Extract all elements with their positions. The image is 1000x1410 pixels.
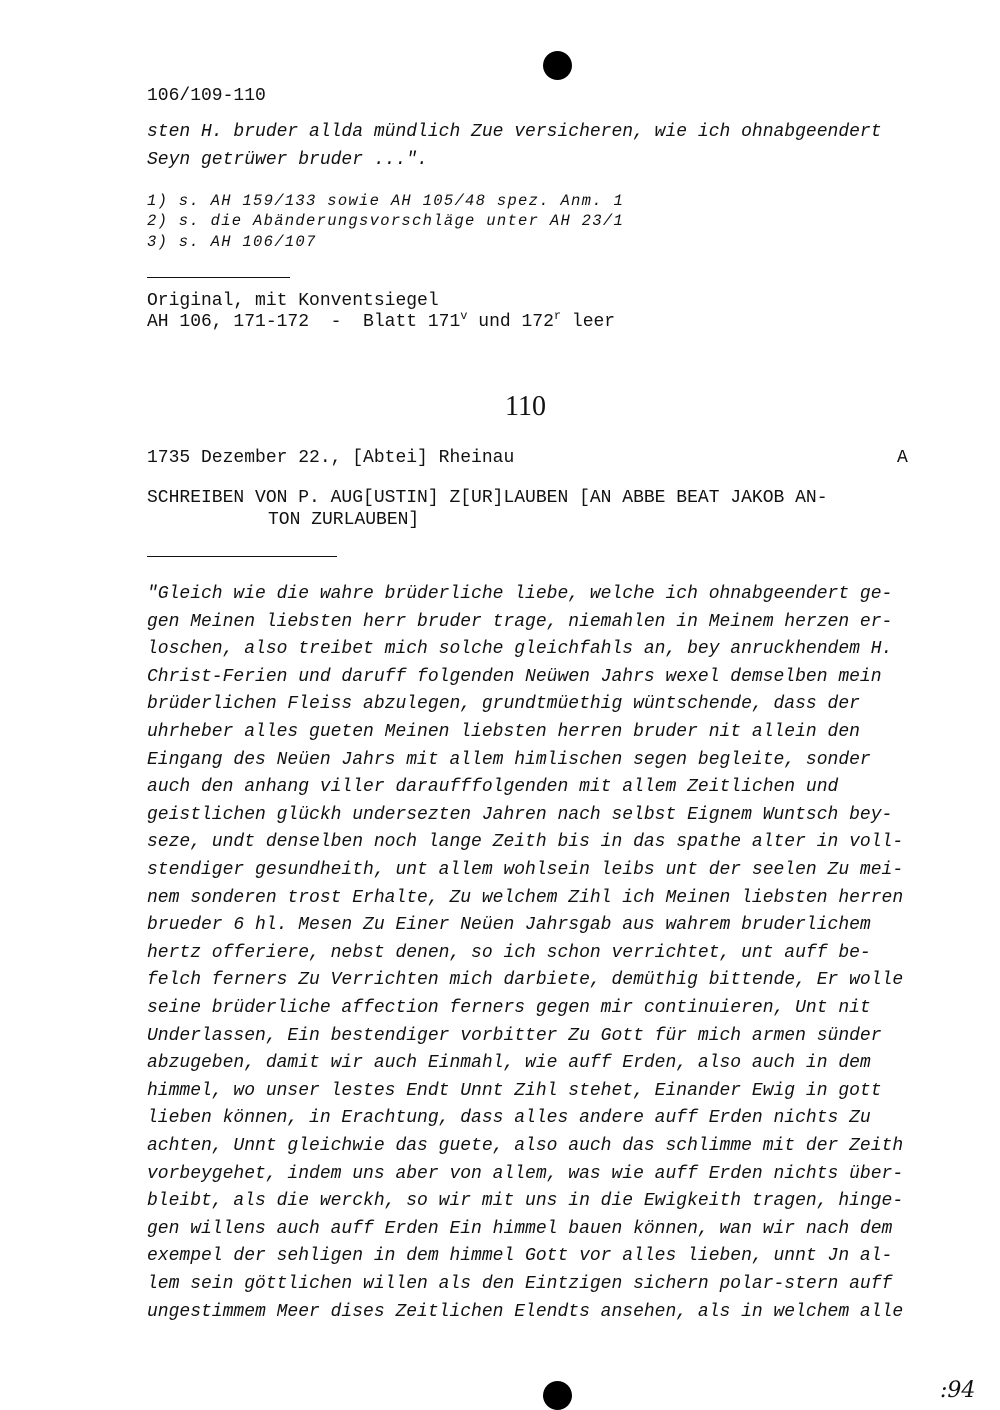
body-line: ungestimmem Meer dises Zeitlichen Elendts ansehen, als in welchem alle: [147, 1301, 904, 1322]
body-line: brueder 6 hl. Mesen Zu Einer Neüen Jahrsgab aus wahrem bruderlichem: [147, 915, 871, 936]
divider: [147, 277, 290, 278]
grade-letter: A: [897, 448, 908, 468]
page-mark: 94: [947, 1378, 976, 1403]
body-line: felch ferners Zu Verrichten mich darbiete, demüthig bittende, Er wolle: [147, 970, 904, 991]
body-line: "Gleich wie die wahre brüderliche liebe, welche ich ohnabgeendert ge-: [147, 584, 893, 604]
body-line: vorbeygehet, indem uns aber von allem, was wie auff Erden nichts über-: [147, 1163, 904, 1184]
body-line: seze, undt denselben noch lange Zeith bis in das spathe alter in voll-: [147, 832, 904, 853]
footnote: 3) s. AH 106/107: [147, 233, 317, 251]
continuation-line: sten H. bruder allda mündlich Zue versicheren, wie ich ohnabgeendert: [147, 122, 882, 142]
body-line: Underlassen, Ein bestendiger vorbitter Zu Gott für mich armen sünder: [147, 1025, 882, 1046]
body-line: bleibt, als die werckh, so wir mit uns in die Ewigkeith tragen, hinge-: [147, 1191, 904, 1212]
body-line: Christ-Ferien und daruff folgenden Neüwen Jahrs wexel demselben mein: [147, 666, 882, 687]
footnote: 2) s. die Abänderungsvorschläge unter AH 23/1: [147, 212, 625, 230]
page-reference: 106/109-110: [147, 86, 266, 106]
body-line: abzugeben, damit wir auch Einmahl, wie auff Erden, also auch in dem: [147, 1053, 871, 1074]
handwritten-page-number: :94: [940, 1378, 976, 1403]
body-line: brüderlichen Fleiss abzulegen, grundtmüethig wüntschende, dass der: [147, 694, 860, 715]
body-line: hertz offeriere, nebst denen, so ich schon verrichtet, unt auff be-: [147, 942, 871, 963]
punch-hole-bottom: [543, 1381, 572, 1410]
body-line: himmel, wo unser lestes Endt Unnt Zihl stehet, Einander Ewig in gott: [147, 1080, 882, 1101]
divider: [147, 556, 337, 557]
body-line: loschen, also treibet mich solche gleichfahls an, bey anruckhendem H.: [147, 639, 893, 660]
document-number: 110: [505, 391, 546, 422]
body-line: lieben können, in Erachtung, dass alles andere auff Erden nichts Zu: [147, 1108, 871, 1129]
body-line: exempel der sehligen in dem himmel Gott vor alles lieben, unnt Jn al-: [147, 1246, 893, 1267]
body-line: lem sein göttlichen willen als den Eintzigen sichern polar-stern auff: [147, 1274, 893, 1294]
body-line: nem sonderen trost Erhalte, Zu welchem Zihl ich Meinen liebsten herren: [147, 887, 904, 908]
punch-hole-top: [543, 51, 572, 80]
body-line: Eingang des Neüen Jahrs mit allem himlischen segen begleite, sonder: [147, 749, 871, 770]
document-title: SCHREIBEN VON P. AUG[USTIN] Z[UR]LAUBEN [AN ABBE BEAT JAKOB AN-: [147, 488, 828, 508]
superscript: v: [460, 309, 468, 323]
footnote: 1) s. AH 159/133 sowie AH 105/48 spez. Anm. 1: [147, 192, 625, 210]
body-line: seine brüderliche affection ferners gegen mir continuieren, Unt nit: [147, 998, 871, 1018]
body-line: gen willens auch auff Erden Ein himmel bauen können, wan wir nach dem: [147, 1218, 893, 1239]
body-line: geistlichen glückh undersezten Jahren nach selbst Eignem Wuntsch bey-: [147, 804, 893, 825]
source-text: AH 106, 171-172 - Blatt 171: [147, 312, 461, 332]
source-text: leer: [561, 312, 616, 332]
document-title: TON ZURLAUBEN]: [268, 510, 420, 530]
body-line: uhrheber alles gueten Meinen liebsten herren bruder nit allein den: [147, 722, 860, 742]
source-line: Original, mit Konventsiegel: [147, 291, 439, 311]
continuation-line: Seyn getrüwer bruder ...".: [147, 150, 428, 170]
body-line: auch den anhang viller daraufffolgenden mit allem Zeitlichen und: [147, 777, 839, 798]
source-line: [147, 309, 615, 332]
body-line: achten, Unnt gleichwie das guete, also auch das schlimme mit der Zeith: [147, 1136, 904, 1156]
source-text: und 172: [467, 312, 554, 332]
body-line: gen Meinen liebsten herr bruder trage, niemahlen in Meinem herzen er-: [147, 611, 893, 632]
date-place: 1735 Dezember 22., [Abtei] Rheinau: [147, 448, 515, 468]
superscript: r: [553, 309, 562, 323]
body-line: stendiger gesundheith, unt allem wohlsein leibs unt der seelen Zu mei-: [147, 860, 904, 880]
